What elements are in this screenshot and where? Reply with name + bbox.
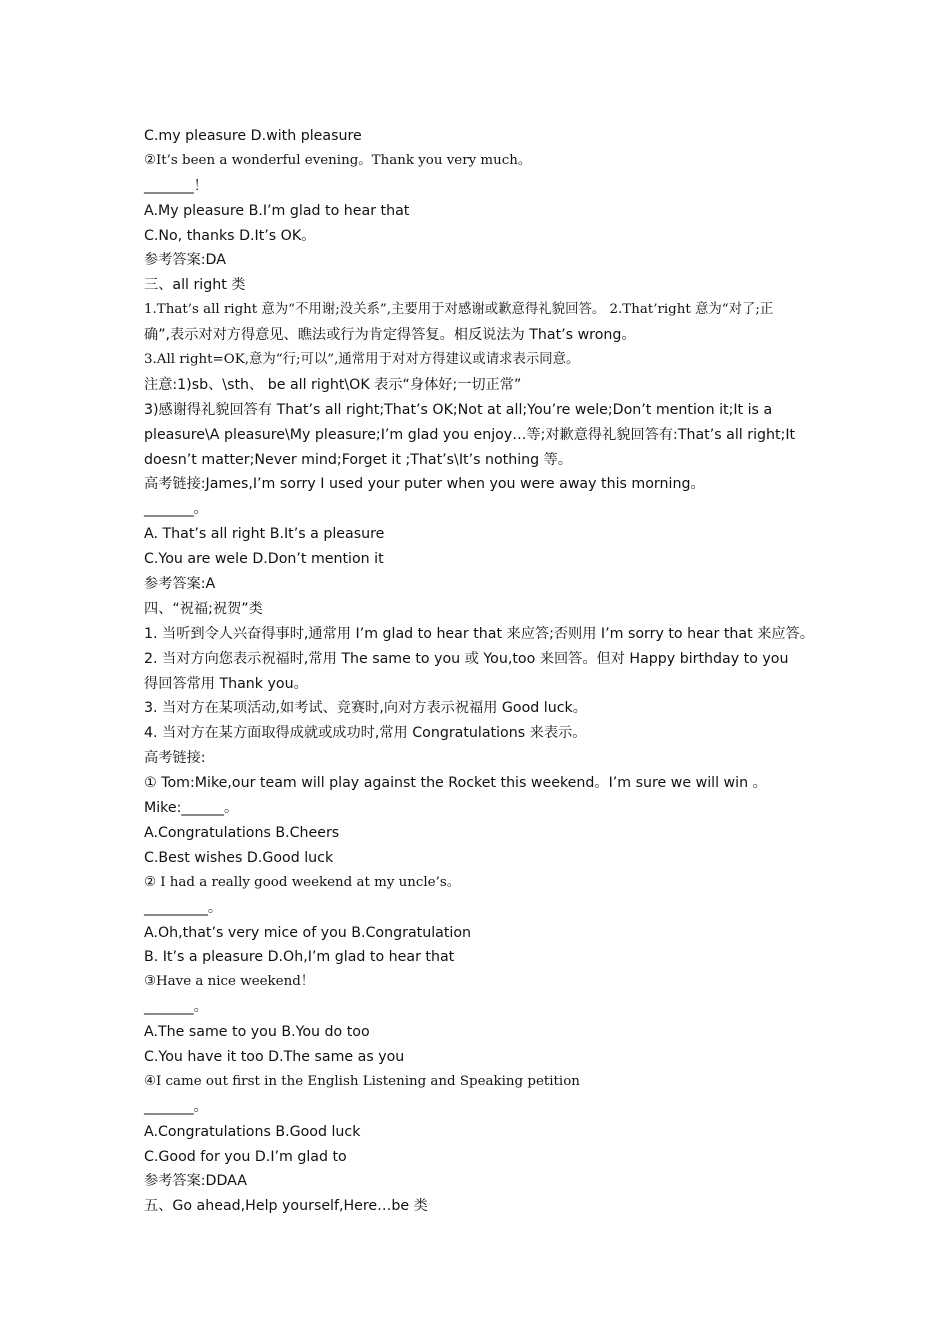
text-line: 2. 当对方向您表示祝福时,常用 The same to you 或 You,too 来回答。但对 Happy birthday to you (144, 650, 789, 667)
text-line: _________。 (144, 899, 223, 916)
text-line: 参考答案:A (144, 576, 216, 593)
text-line: _______！ (144, 177, 208, 194)
text-line: C.You have it too D.The same as you (144, 1048, 405, 1065)
text-line: A.Congratulations B.Good luck (144, 1123, 361, 1140)
text-line: 4. 当对方在某方面取得成就或成功时,常用 Congratulations 来表示。 (144, 725, 587, 742)
text-line: 参考答案:DA (144, 252, 226, 269)
text-line: Mike:______。 (144, 800, 239, 817)
text-line: _______。 (144, 999, 208, 1016)
text-line: ②It’s been a wonderful evening。Thank you very much。 (144, 152, 532, 168)
text-line: A.The same to you B.You do too (144, 1024, 370, 1041)
text-line: 高考链接: (144, 750, 206, 767)
text-line: 3)感谢得礼貌回答有 That’s all right;That’s OK;Not at all;You’re wele;Don’t mention it;It is a (144, 401, 773, 418)
text-line: A. That’s all right B.It’s a pleasure (144, 526, 385, 543)
document-page (144, 124, 824, 1219)
text-line: _______。 (144, 501, 208, 518)
text-line: _______。 (144, 1098, 208, 1115)
text-line: 3. 当对方在某项活动,如考试、竞赛时,向对方表示祝福用 Good luck。 (144, 700, 587, 717)
text-line: A.Congratulations B.Cheers (144, 824, 340, 841)
text-line: A.Oh,that’s very mice of you B.Congratulation (144, 924, 472, 941)
text-line: 注意:1)sb、\sth、 be all right\OK 表示“身体好;一切正常” (144, 376, 522, 393)
text-line: C.No, thanks D.It’s OK。 (144, 227, 316, 244)
text-line: ② I had a really good weekend at my uncle’s。 (144, 874, 461, 890)
text-line: C.Good for you D.I’m glad to (144, 1148, 347, 1165)
text-line: 高考链接:James,I’m sorry I used your puter when you were away this morning。 (144, 476, 705, 493)
text-line: ④I came out first in the English Listening and Speaking petition (144, 1073, 580, 1089)
text-line: A.My pleasure B.I’m glad to hear that (144, 202, 410, 219)
text-line: C.You are wele D.Don’t mention it (144, 551, 384, 568)
text-line: 得回答常用 Thank you。 (144, 675, 308, 692)
text-line: B. It’s a pleasure D.Oh,I’m glad to hear that (144, 949, 455, 966)
text-line: doesn’t matter;Never mind;Forget it ;That’s\It’s nothing 等。 (144, 451, 573, 468)
text-line: 1.That’s all right 意为“不用谢;没关系”,主要用于对感谢或歉意得礼貌回答。 2.That’right 意为“对了;正 (144, 302, 774, 318)
text-line: 参考答案:DDAA (144, 1173, 247, 1190)
section-heading: 四、“祝福;祝贺”类 (144, 600, 263, 617)
text-line: ① Tom:Mike,our team will play against the Rocket this weekend。I’m sure we will win 。 (144, 775, 767, 792)
text-line: ③Have a nice weekend！ (144, 974, 315, 990)
text-line: 确”,表示对对方得意见、瞧法或行为肯定得答复。相反说法为 That’s wrong。 (144, 327, 636, 344)
section-heading: 三、all right 类 (144, 277, 246, 294)
section-heading: 五、Go ahead,Help yourself,Here…be 类 (144, 1198, 428, 1215)
text-line: C.my pleasure D.with pleasure (144, 128, 362, 144)
text-line: C.Best wishes D.Good luck (144, 849, 334, 866)
text-line: 3.All right=OK,意为“行;可以”,通常用于对对方得建议或请求表示同意。 (144, 352, 580, 368)
text-line: pleasure\A pleasure\My pleasure;I’m glad you enjoy…等;对歉意得礼貌回答有:That’s all right;It (144, 426, 796, 443)
text-line: 1. 当听到令人兴奋得事时,通常用 I’m glad to hear that 来应答;否则用 I’m sorry to hear that 来应答。 (144, 625, 814, 642)
